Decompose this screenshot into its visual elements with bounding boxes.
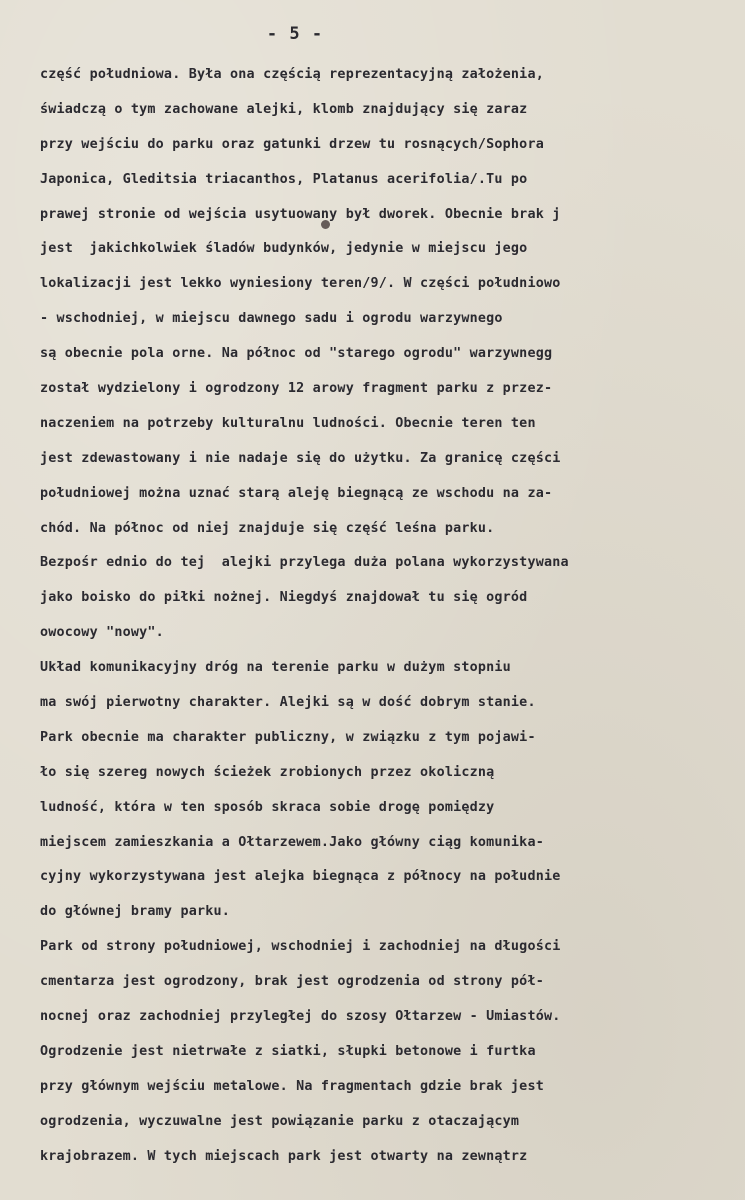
text-line: przy wejściu do parku oraz gatunki drzew tu rosnących/Sophora xyxy=(40,136,544,152)
text-line: nocnej oraz zachodniej przyległej do szosy Ołtarzew - Umiastów. xyxy=(40,1009,561,1025)
text-line: lokalizacji jest lekko wyniesiony teren/9/. W części południowo xyxy=(40,276,561,292)
text-line: - wschodniej, w miejscu dawnego sadu i ogrodu warzywnego xyxy=(40,311,503,327)
body-text xyxy=(40,58,740,1175)
text-line: do głównej bramy parku. xyxy=(40,904,231,920)
text-line: został wydzielony i ogrodzony 12 arowy fragment parku z przez- xyxy=(40,381,553,397)
text-line: jest zdewastowany i nie nadaje się do użytku. Za granicę części xyxy=(40,450,561,466)
text-line: południowej można uznać starą aleję biegnącą ze wschodu na za- xyxy=(40,485,553,501)
text-line: ludność, która w ten sposób skraca sobie drogę pomiędzy xyxy=(40,799,495,815)
text-line: cmentarza jest ogrodzony, brak jest ogrodzenia od strony pół- xyxy=(40,974,544,990)
text-line: owocowy "nowy". xyxy=(40,625,164,641)
text-line: świadczą o tym zachowane alejki, klomb znajdujący się zaraz xyxy=(40,101,528,117)
text-line: Ogrodzenie jest nietrwałe z siatki, słupki betonowe i furtka xyxy=(40,1043,536,1059)
text-line: Japonica, Gleditsia triacanthos, Platanus acerifolia/.Tu po xyxy=(40,171,528,187)
text-line: jako boisko do piłki nożnej. Niegdyś znajdował tu się ogród xyxy=(40,590,528,606)
page-number: - 5 - xyxy=(266,24,324,44)
text-line: ło się szereg nowych ścieżek zrobionych przez okoliczną xyxy=(40,764,495,780)
text-line: część południowa. Była ona częścią reprezentacyjną założenia, xyxy=(40,67,544,82)
text-line: chód. Na północ od niej znajduje się część leśna parku. xyxy=(40,520,495,536)
text-line: ogrodzenia, wyczuwalne jest powiązanie parku z otaczającym xyxy=(40,1113,520,1129)
text-line: przy głównym wejściu metalowe. Na fragmentach gdzie brak jest xyxy=(40,1078,544,1094)
text-line: krajobrazem. W tych miejscach park jest otwarty na zewnątrz xyxy=(40,1148,528,1164)
text-line: Park od strony południowej, wschodniej i zachodniej na długości xyxy=(40,939,561,955)
text-line: jest jakichkolwiek śladów budynków, jedynie w miejscu jego xyxy=(40,241,528,257)
text-line: Bezpośr ednio do tej alejki przylega duża polana wykorzystywana xyxy=(40,555,569,571)
text-line: Układ komunikacyjny dróg na terenie parku w dużym stopniu xyxy=(40,660,511,676)
text-line: prawej stronie od wejścia usytuowany był dworek. Obecnie brak j xyxy=(40,206,561,222)
text-line: naczeniem na potrzeby kulturalnu ludności. Obecnie teren ten xyxy=(40,415,536,431)
text-line: są obecnie pola orne. Na północ od "starego ogrodu" warzywnegg xyxy=(40,346,553,362)
text-line: miejscem zamieszkania a Ołtarzewem.Jako główny ciąg komunika- xyxy=(40,834,544,850)
text-line: Park obecnie ma charakter publiczny, w związku z tym pojawi- xyxy=(40,729,536,745)
text-line: cyjny wykorzystywana jest alejka biegnąca z północy na południe xyxy=(40,869,561,885)
text-line: ma swój pierwotny charakter. Alejki są w dość dobrym stanie. xyxy=(40,695,536,711)
